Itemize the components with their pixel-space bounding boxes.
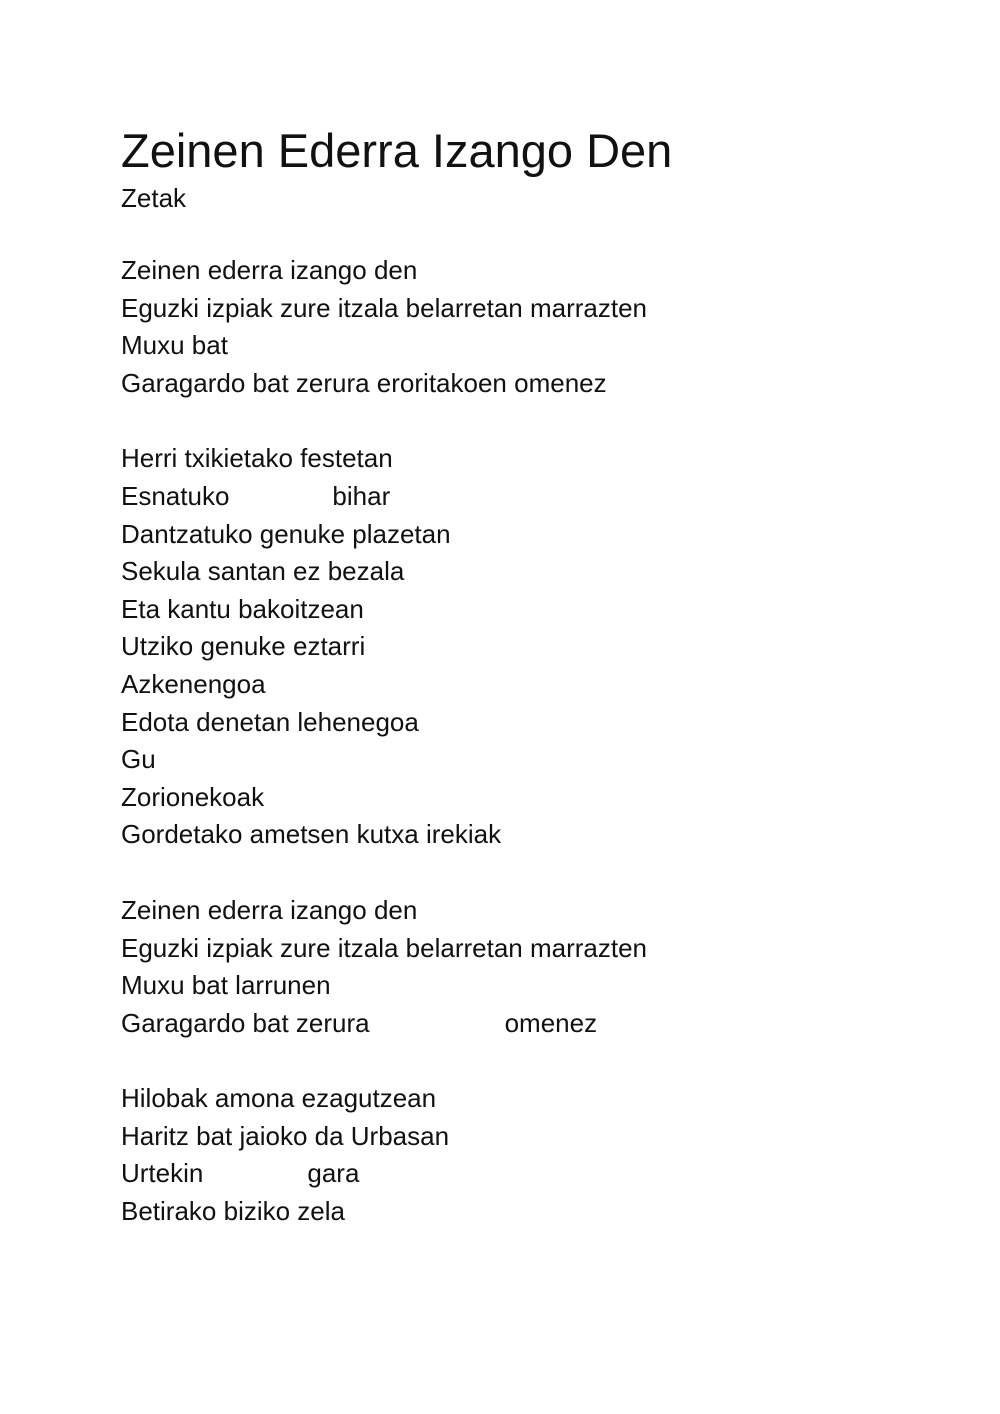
lyric-line: Gordetako ametsen kutxa irekiak [121, 819, 502, 850]
lyric-line: Zorionekoak [121, 781, 265, 812]
lyric-line: Muxu bat [121, 330, 228, 361]
song-title: Zeinen Ederra Izango Den [121, 124, 673, 177]
lyric-line-with-blank: Esnatuko bihar [121, 480, 391, 511]
lyric-line: Betirako biziko zela [121, 1196, 345, 1227]
lyric-line: Gu [121, 744, 156, 775]
stanza-4 [121, 1080, 941, 1230]
document-page [121, 122, 941, 1231]
lyric-line: Edota denetan lehenegoa [121, 706, 419, 737]
lyric-line: Dantzatuko genuke plazetan [121, 518, 451, 549]
lyric-line: Eguzki izpiak zure itzala belarretan marrazten [121, 932, 648, 963]
lyric-line: Muxu bat larrunen [121, 970, 331, 1001]
lyric-line: Haritz bat jaioko da Urbasan [121, 1120, 450, 1151]
stanza-2 [121, 440, 941, 854]
lyric-line: Utziko genuke eztarri [121, 631, 366, 662]
lyric-line: Herri txikietako festetan [121, 443, 393, 474]
lyric-line: Sekula santan ez bezala [121, 556, 405, 587]
stanza-3 [121, 892, 941, 1042]
stanza-1 [121, 252, 941, 402]
lyric-line: Zeinen ederra izango den [121, 255, 418, 285]
lyric-line: Garagardo bat zerura eroritakoen omenez [121, 367, 607, 398]
lyric-line: Eta kantu bakoitzean [121, 593, 364, 624]
lyric-line-with-blank: Garagardo bat zerura omenez [121, 1007, 598, 1038]
lyric-line: Azkenengoa [121, 668, 266, 699]
artist-name: Zetak [121, 183, 187, 213]
lyric-line: Zeinen ederra izango den [121, 894, 418, 925]
lyric-line-with-blank: Urtekin gara [121, 1158, 360, 1189]
lyric-line: Hilobak amona ezagutzean [121, 1083, 437, 1114]
lyric-line: Eguzki izpiak zure itzala belarretan marrazten [121, 292, 648, 323]
